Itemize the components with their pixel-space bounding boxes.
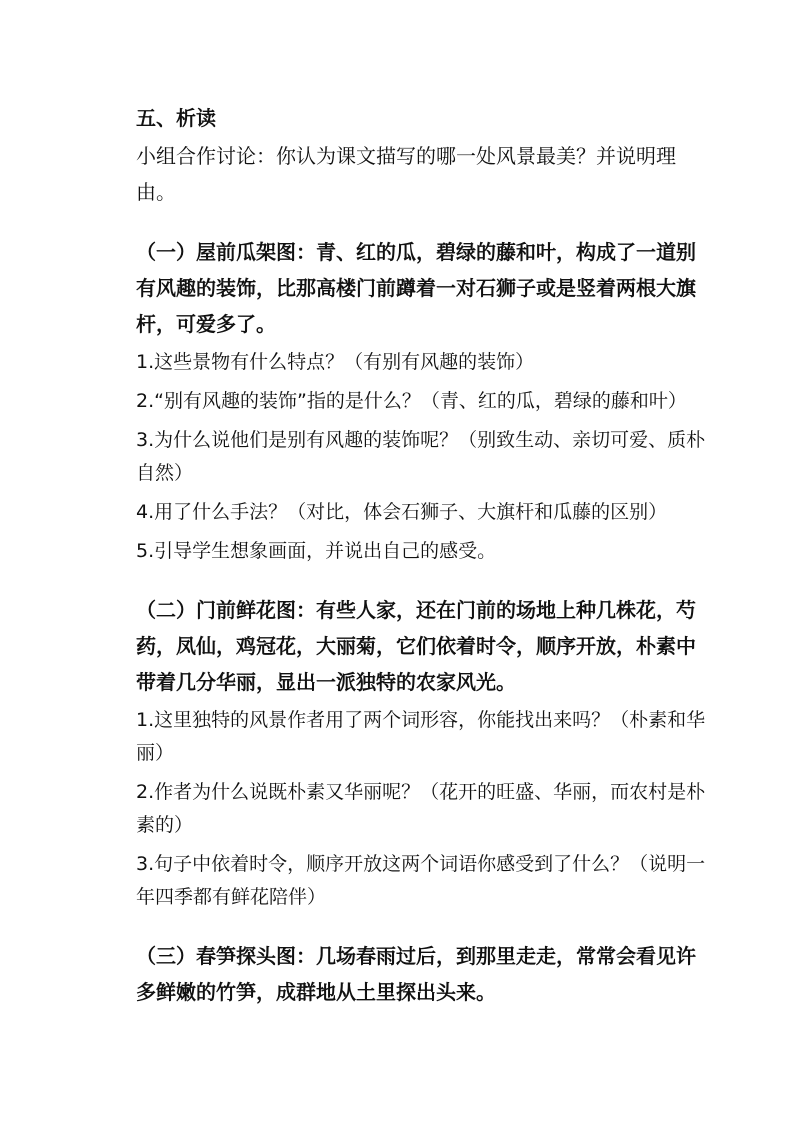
- question-item: 2.作者为什么说既朴素又华丽呢？（花开的旺盛、华丽，而农村是朴素的）: [136, 781, 706, 836]
- section-bamboo-shoots: [136, 938, 706, 1010]
- question-item: 2.“别有风趣的装饰”指的是什么？（青、红的瓜，碧绿的藤和叶）: [136, 390, 687, 412]
- section-title: （三）春笋探头图：几场春雨过后，到那里走走，常常会看见许多鲜嫩的竹笋，成群地从土里探出头来。: [136, 944, 696, 1004]
- question-item: 3.句子中依着时令，顺序开放这两个词语你感受到了什么？（说明一年四季都有鲜花陪伴）: [136, 853, 706, 908]
- question-item: 5.引导学生想象画面，并说出自己的感受。: [136, 540, 497, 562]
- question-item: 1.这些景物有什么特点？（有别有风趣的装饰）: [136, 351, 535, 373]
- section-flowers: [136, 592, 706, 914]
- section-title: （二）门前鲜花图：有些人家，还在门前的场地上种几株花，芍药，凤仙，鸡冠花，大丽菊，它们依着时令，顺序开放，朴素中带着几分华丽，显出一派独特的农家风光。: [136, 598, 696, 694]
- question-item: 3.为什么说他们是别有风趣的装饰呢？（别致生动、亲切可爱、质朴自然）: [136, 429, 706, 484]
- discussion-prompt: 小组合作讨论：你认为课文描写的哪一处风景最美？并说明理由。: [136, 144, 676, 204]
- question-item: 4.用了什么手法？（对比，体会石狮子、大旗杆和瓜藤的区别）: [136, 501, 668, 523]
- section-melon-trellis: [136, 234, 706, 568]
- document-page: [136, 100, 706, 1014]
- section-title: （一）屋前瓜架图：青、红的瓜，碧绿的藤和叶，构成了一道别有风趣的装饰，比那高楼门前蹲着一对石狮子或是竖着两根大旗杆，可爱多了。: [136, 240, 696, 336]
- section-heading: 五、析读: [136, 106, 216, 130]
- question-item: 1.这里独特的风景作者用了两个词形容，你能找出来吗？（朴素和华丽）: [136, 709, 706, 764]
